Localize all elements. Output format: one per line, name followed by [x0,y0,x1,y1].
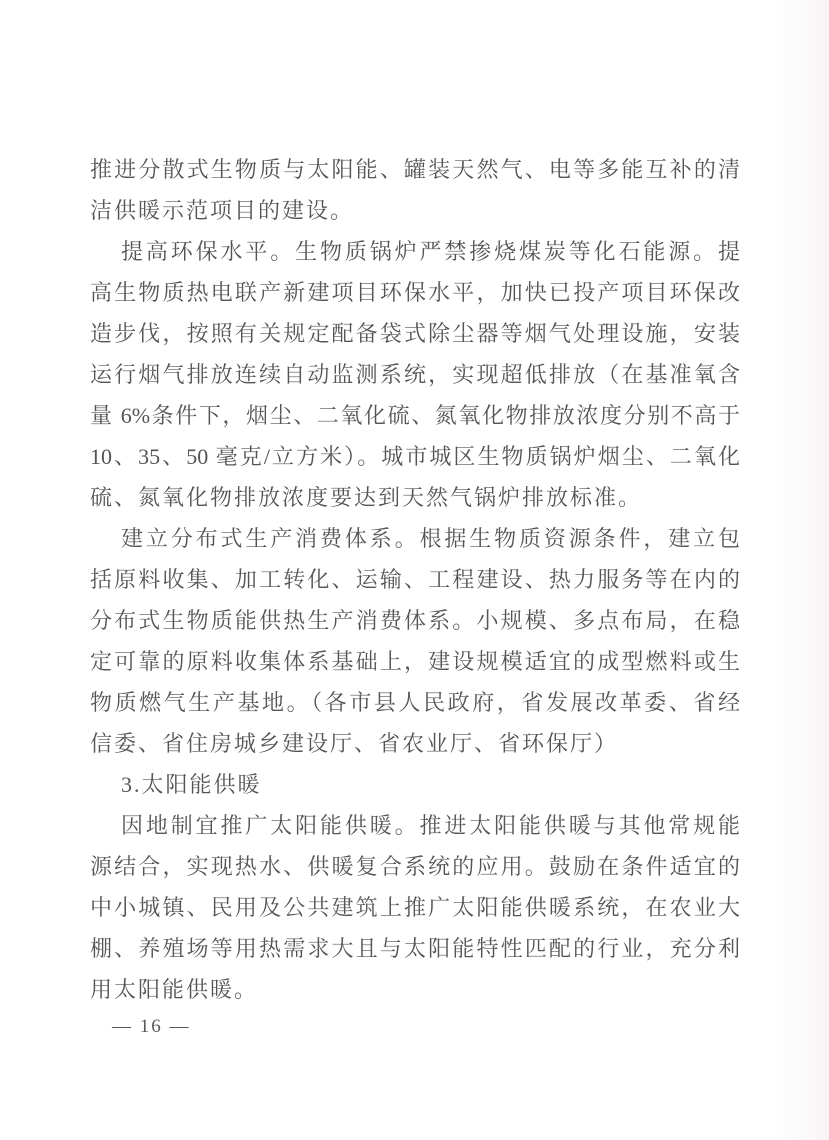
text-line: 洁供暖示范项目的建设。 [90,198,355,223]
text-line: 建立分布式生产消费体系。根据生物质资源条件，建立包 [121,526,740,551]
text-line: 定可靠的原料收集体系基础上，建设规模适宜的成型燃料或生 [90,649,740,674]
text-line: 分布式生物质能供热生产消费体系。小规模、多点布局，在稳 [90,608,740,633]
paragraph [90,518,740,764]
text-line: 物质燃气生产基地。（各市县人民政府，省发展改革委、省经 [90,690,740,715]
text-line: 推进分散式生物质与太阳能、罐装天然气、电等多能互补的清 [90,157,740,182]
text-line: 棚、养殖场等用热需求大且与太阳能特性匹配的行业，充分利 [90,936,740,961]
text-line: 用太阳能供暖。 [90,977,259,1002]
text-line: 信委、省住房城乡建设厅、省农业厅、省环保厅） [90,731,619,756]
text-line: 运行烟气排放连续自动监测系统，实现超低排放（在基准氧含 [90,362,740,387]
text-line: 因地制宜推广太阳能供暖。推进太阳能供暖与其他常规能 [121,813,740,838]
page-number: — 16 — [112,1016,191,1037]
paragraph [90,231,740,518]
text-line: 10、35、50 毫克/立方米）。城市城区生物质锅炉烟尘、二氧化 [90,444,740,469]
text-line: 括原料收集、加工转化、运输、工程建设、热力服务等在内的 [90,567,740,592]
heading-line: 3.太阳能供暖 [121,772,262,797]
text-line: 高生物质热电联产新建项目环保水平，加快已投产项目环保改 [90,280,740,305]
text-line: 硫、氮氧化物排放浓度要达到天然气锅炉排放标准。 [90,485,643,510]
section-heading [90,764,740,805]
scan-edge-shading [777,0,829,1140]
text-line: 提高环保水平。生物质锅炉严禁掺烧煤炭等化石能源。提 [121,239,740,264]
document-body [90,149,740,1010]
paragraph [90,805,740,1010]
text-line: 造步伐，按照有关规定配备袋式除尘器等烟气处理设施，安装 [90,321,740,346]
text-line: 量 6%条件下，烟尘、二氧化硫、氮氧化物排放浓度分别不高于 [90,403,740,428]
text-line: 源结合，实现热水、供暖复合系统的应用。鼓励在条件适宜的 [90,854,740,879]
text-line: 中小城镇、民用及公共建筑上推广太阳能供暖系统，在农业大 [90,895,740,920]
paragraph [90,149,740,231]
